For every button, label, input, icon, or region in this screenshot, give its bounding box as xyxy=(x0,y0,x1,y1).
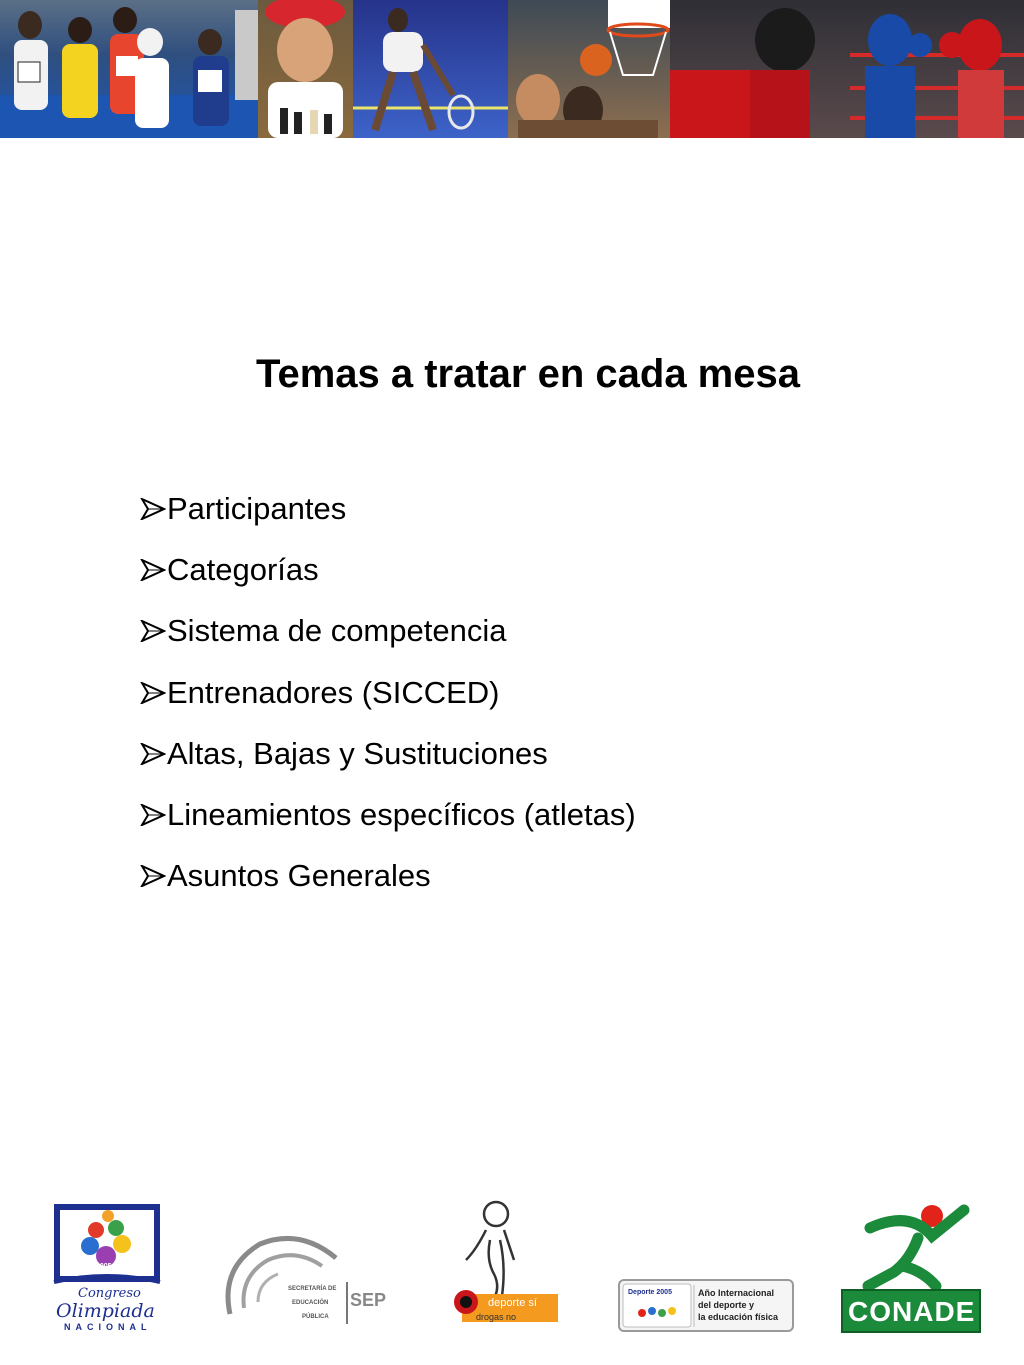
congreso-olimpiada-logo xyxy=(50,1200,168,1334)
sports-photo-banner xyxy=(0,0,1024,138)
ano-internacional-deporte-logo xyxy=(618,1279,794,1332)
deporte-si-drogas-no-logo xyxy=(446,1196,558,1328)
topic-label: Lineamientos específicos (atletas) xyxy=(167,797,636,833)
drogas-no-label: drogas no xyxy=(476,1312,517,1322)
topic-item xyxy=(140,539,636,600)
boxing-match-photo xyxy=(670,0,1024,138)
topic-item xyxy=(140,601,636,662)
slide-title: Temas a tratar en cada mesa xyxy=(255,352,800,396)
topic-label: Altas, Bajas y Sustituciones xyxy=(167,735,548,771)
conade-logo xyxy=(840,1200,982,1334)
congreso-line3: NACIONAL xyxy=(64,1322,152,1332)
arrow-bullet-icon xyxy=(140,559,166,581)
arrow-bullet-icon xyxy=(140,743,166,765)
topic-item xyxy=(140,846,636,907)
deporte-si-label: deporte sí xyxy=(488,1297,537,1309)
topic-label: Sistema de competencia xyxy=(167,613,507,649)
sep-acronym: SEP xyxy=(350,1290,387,1310)
arrow-bullet-icon xyxy=(140,682,166,704)
conade-label: CONADE xyxy=(848,1296,976,1327)
arrow-bullet-icon xyxy=(140,498,166,520)
topic-label: Categorías xyxy=(167,551,319,587)
arrow-bullet-icon xyxy=(140,865,166,887)
ano-internacional-line3: la educación física xyxy=(698,1312,779,1322)
topic-item xyxy=(140,784,636,845)
sep-logo xyxy=(210,1228,387,1328)
ano-internacional-line2: del deporte y xyxy=(698,1300,755,1310)
topic-label: Participantes xyxy=(167,490,347,526)
sep-line3: PÚBLICA xyxy=(302,1314,329,1320)
topic-item xyxy=(140,723,636,784)
topics-list xyxy=(140,478,636,907)
ano-internacional-line1: Año Internacional xyxy=(698,1288,775,1298)
sep-line1: SECRETARÍA DE xyxy=(288,1286,337,1292)
arrow-bullet-icon xyxy=(140,620,166,642)
topic-item xyxy=(140,478,636,539)
chess-player-photo xyxy=(258,0,353,138)
topic-item xyxy=(140,662,636,723)
congreso-year: 2005 xyxy=(96,1263,112,1270)
topic-label: Entrenadores (SICCED) xyxy=(167,674,500,710)
badminton-player-photo xyxy=(353,0,508,138)
sep-line2: EDUCACIÓN xyxy=(292,1300,329,1306)
topic-label: Asuntos Generales xyxy=(167,858,431,894)
basketball-players-photo xyxy=(508,0,670,138)
congreso-line2: Olimpiada xyxy=(56,1300,155,1322)
arrow-bullet-icon xyxy=(140,804,166,826)
athletes-running-photo xyxy=(0,0,258,138)
congreso-line1: Congreso xyxy=(78,1286,141,1301)
deporte-2005-badge: Deporte 2005 xyxy=(628,1289,672,1296)
